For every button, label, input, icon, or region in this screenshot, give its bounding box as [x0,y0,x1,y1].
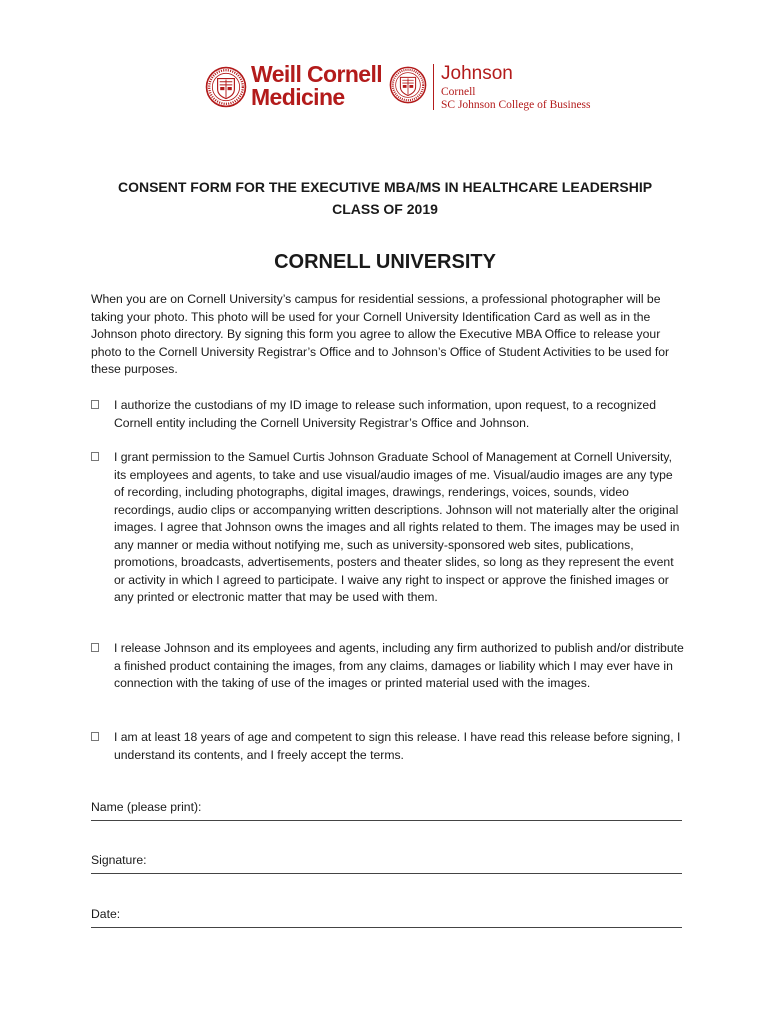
university-heading: CORNELL UNIVERSITY [274,251,496,273]
form-title [60,176,710,220]
signature-label: Signature: [91,853,147,867]
johnson-name: Johnson [441,63,513,84]
consent-checkbox-3[interactable] [91,643,99,652]
name-field[interactable] [91,798,682,821]
consent-checkbox-1[interactable] [91,400,99,409]
consent-checkbox-4[interactable] [91,732,99,741]
cornell-seal-icon [389,66,427,104]
johnson-logo [441,63,591,112]
name-label: Name (please print): [91,800,202,814]
consent-text-1: I authorize the custodians of my ID image to release such information, upon request, to a recognized Cornell entity including the Cornell University Registrar’s Office and Johnson. [114,398,656,430]
intro-paragraph: When you are on Cornell University’s campus for residential sessions, a professional photographer will be taking your photo. This photo will be used for your Cornell University Identification Card as well as in the Johnson photo directory. By signing this form you agree to allow the Executive MBA Office to release your photo to the Cornell University Registrar’s Office and to Johnson’s Office of Student Activities to be used for these purposes. [91,292,670,376]
date-label: Date: [91,907,121,921]
header-logos [205,62,615,118]
consent-text-4: I am at least 18 years of age and competent to sign this release. I have read this release before signing, I understand its contents, and I freely accept the terms. [114,730,681,762]
johnson-college: SC Johnson College of Business [441,99,591,111]
logo-divider [433,64,434,110]
johnson-cornell: Cornell [441,86,476,98]
form-title-line1: CONSENT FORM FOR THE EXECUTIVE MBA/MS IN HEALTHCARE LEADERSHIP [117,179,653,195]
wcm-line1: Weill Cornell [251,61,383,87]
consent-text-3: I release Johnson and its employees and agents, including any firm authorized to publish and/or distribute a finished product containing the images, from any claims, damages or liability which I may ever have in connection with the taking of use of the images or printed material used with the images. [114,641,684,690]
wcm-line2: Medicine [251,84,345,110]
date-field[interactable] [91,905,682,928]
weill-cornell-medicine-logo [251,63,382,109]
consent-checkbox-2[interactable] [91,452,99,461]
weill-cornell-seal-icon [205,66,247,108]
signature-field[interactable] [91,851,682,874]
form-title-line2: CLASS OF 2019 [332,201,438,217]
consent-text-2: I grant permission to the Samuel Curtis Johnson Graduate School of Management at Cornell University, its employees and agents, to take and use visual/audio images of me. Visual/audio images are any type of recording, including photographs, digital images, drawings, renderings, voices, sounds, video recordings, audio clips or accompanying written descriptions. Johnson will not materially alter the original images. I agree that Johnson owns the images and all rights related to them. The images may be used in any manner or media without notifying me, such as university-sponsored web sites, publications, promotions, broadcasts, advertisements, posters and theater slides, so long as they represent the event or activity in which I agreed to participate. I waive any right to inspect or approve the finished images or any printed or electronic matter that may be used with them. [114,450,680,604]
